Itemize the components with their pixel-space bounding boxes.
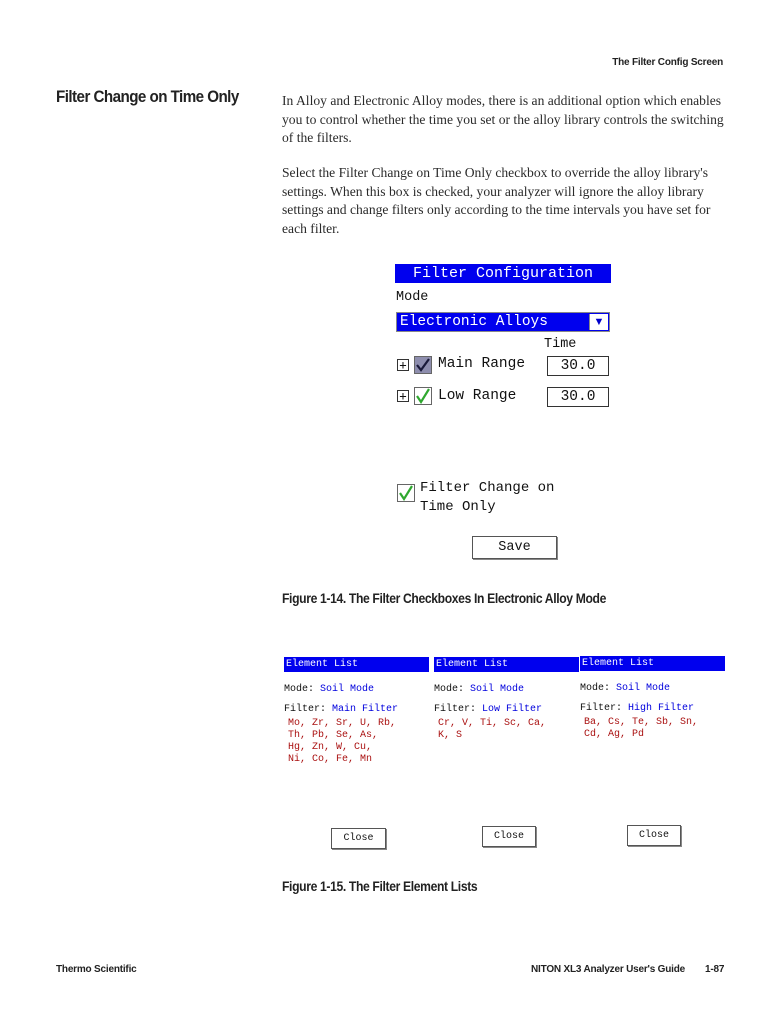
figure-15-caption: Figure 1-15. The Filter Element Lists xyxy=(282,879,478,894)
save-button[interactable]: Save xyxy=(472,536,557,559)
body-paragraph-2: Select the Filter Change on Time Only checkbox to override the alloy library's settings. When this box is checked, your analyzer will ignore the alloy library settings and change filters only according to the time intervals you have set for each filter. xyxy=(282,165,711,236)
element-list-panel-high xyxy=(580,656,725,741)
time-label: Time xyxy=(544,337,577,352)
checkmark-icon xyxy=(415,388,431,404)
mode-dropdown[interactable] xyxy=(396,312,610,332)
filter-config-title: Filter Configuration xyxy=(395,264,611,283)
element-line: Th, Pb, Se, As, xyxy=(288,730,379,741)
filter-value: Main Filter xyxy=(332,704,399,715)
mode-line xyxy=(284,684,429,696)
filter-key: Filter: xyxy=(284,704,327,715)
low-range-label: Low Range xyxy=(438,388,517,404)
element-symbols xyxy=(434,718,579,742)
mode-dropdown-value: Electronic Alloys xyxy=(400,314,548,330)
page-number: 1-87 xyxy=(705,964,725,975)
element-list-panel-low xyxy=(434,657,579,742)
main-range-checkbox[interactable] xyxy=(414,356,432,374)
checkmark-icon xyxy=(415,357,431,373)
element-line: Ni, Co, Fe, Mn xyxy=(288,754,373,765)
mode-line xyxy=(434,684,579,696)
figure-14-caption: Figure 1-14. The Filter Checkboxes In Electronic Alloy Mode xyxy=(282,591,606,606)
low-range-time-field[interactable]: 30.0 xyxy=(547,387,609,407)
expand-low-range-icon[interactable]: + xyxy=(397,390,409,402)
body-paragraph-1: In Alloy and Electronic Alloy modes, there is an additional option which enables you to control whether the time you set or the alloy library controls the switching of the filters. xyxy=(282,93,724,145)
expand-main-range-icon[interactable]: + xyxy=(397,359,409,371)
close-button-main[interactable]: Close xyxy=(331,828,386,849)
element-list-header: Element List xyxy=(434,657,579,672)
element-symbols xyxy=(580,717,725,741)
element-list-header: Element List xyxy=(580,656,725,671)
mode-value: Soil Mode xyxy=(470,684,525,695)
element-line: Cr, V, Ti, Sc, Ca, xyxy=(438,718,547,729)
element-line: Cd, Ag, Pd xyxy=(584,729,645,740)
section-heading: Filter Change on Time Only xyxy=(56,88,239,106)
element-line: Hg, Zn, W, Cu, xyxy=(288,742,373,753)
running-head: The Filter Config Screen xyxy=(612,57,723,68)
element-list-panel-main xyxy=(284,657,429,766)
filter-value: High Filter xyxy=(628,703,695,714)
filter-line xyxy=(434,704,579,716)
checkmark-icon xyxy=(398,485,414,501)
mode-key: Mode: xyxy=(434,684,465,695)
filter-line xyxy=(580,703,725,715)
mode-value: Soil Mode xyxy=(616,683,671,694)
element-list-header: Element List xyxy=(284,657,429,672)
close-button-high[interactable]: Close xyxy=(627,825,681,846)
filter-key: Filter: xyxy=(580,703,623,714)
time-only-checkbox[interactable] xyxy=(397,484,415,502)
filter-value: Low Filter xyxy=(482,704,543,715)
close-button-low[interactable]: Close xyxy=(482,826,536,847)
mode-value: Soil Mode xyxy=(320,684,375,695)
dropdown-arrow-icon[interactable]: ▼ xyxy=(589,314,608,330)
filter-line xyxy=(284,704,429,716)
time-only-label xyxy=(420,479,554,517)
low-range-checkbox[interactable] xyxy=(414,387,432,405)
main-range-time-field[interactable]: 30.0 xyxy=(547,356,609,376)
element-line: K, S xyxy=(438,730,463,741)
mode-line xyxy=(580,683,725,695)
main-range-label: Main Range xyxy=(438,356,526,372)
filter-key: Filter: xyxy=(434,704,477,715)
mode-key: Mode: xyxy=(580,683,611,694)
time-only-label-line1: Filter Change on xyxy=(420,480,555,496)
time-only-label-line2: Time Only xyxy=(420,499,496,515)
footer-guide-title: NITON XL3 Analyzer User's Guide xyxy=(531,964,686,975)
element-symbols xyxy=(284,718,429,766)
mode-label: Mode xyxy=(396,290,429,305)
footer-publisher: Thermo Scientific xyxy=(56,964,137,975)
mode-key: Mode: xyxy=(284,684,315,695)
element-line: Mo, Zr, Sr, U, Rb, xyxy=(288,718,397,729)
element-line: Ba, Cs, Te, Sb, Sn, xyxy=(584,717,699,728)
